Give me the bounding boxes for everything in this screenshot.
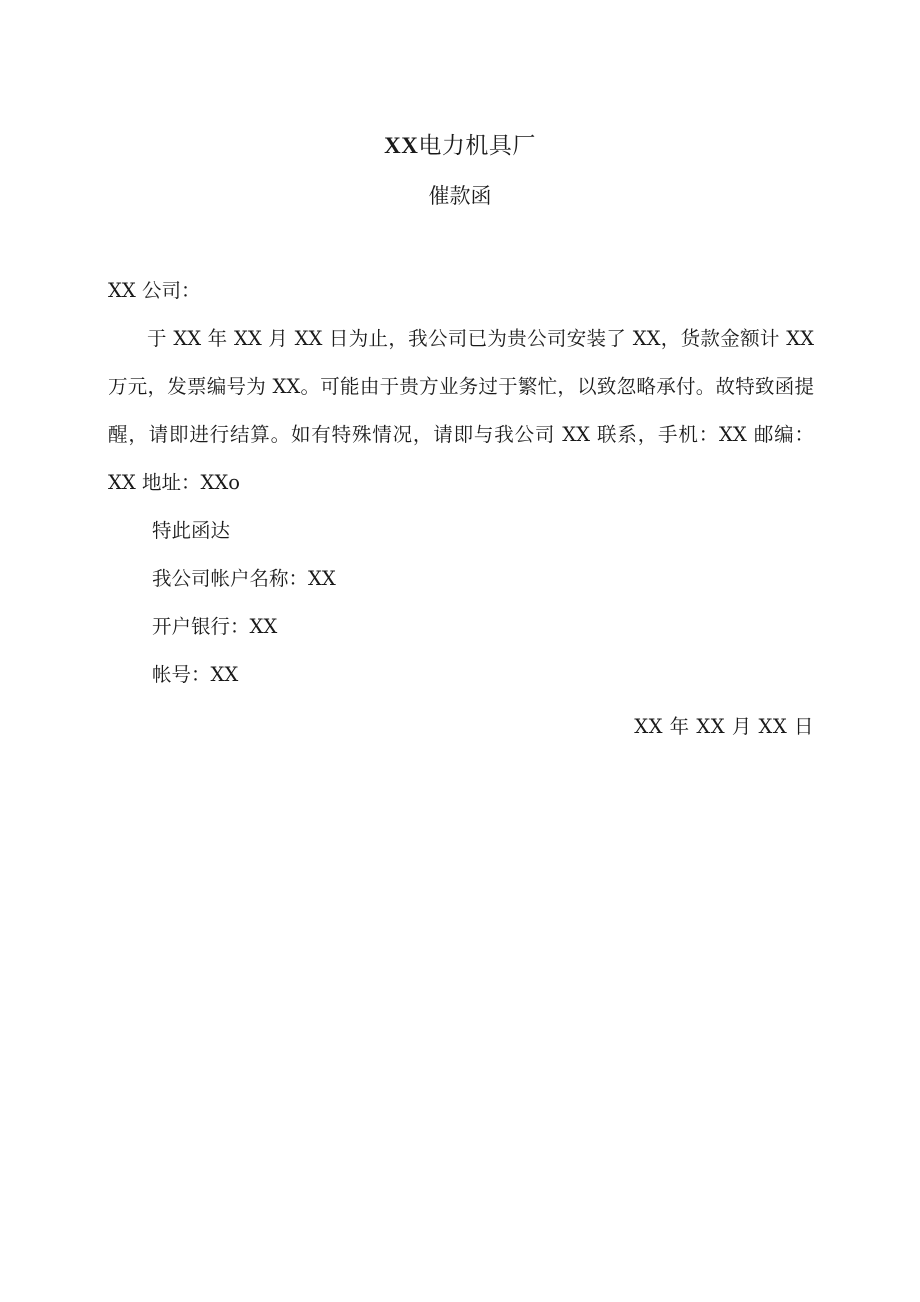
document-subtitle: 催款函: [428, 184, 492, 208]
document-title-prefix: XX: [384, 133, 419, 158]
letter-body-paragraph: 于 XX 年 XX 月 XX 日为止，我公司已为贵公司安装了 XX，货款金额计 XX 万元，发票编号为 XX。可能由于贵方业务过于繁忙，以致忽略承付。故特致函提醒，请即进行结算。如有特殊情况，请即与我公司 XX 联系，手机：XX 邮编：XX 地址：XXo: [108, 327, 814, 494]
account-number-line: 帐号：XX: [152, 663, 239, 686]
letter-date: XX 年 XX 月 XX 日: [634, 715, 814, 738]
account-name-line: 我公司帐户名称：XX: [152, 567, 336, 590]
letter-closing: 特此函达: [152, 519, 231, 542]
document-title-text: 电力机具厂: [418, 133, 536, 159]
letter-salutation: XX 公司：: [108, 279, 201, 302]
document-title: [0, 130, 920, 162]
bank-line: 开户银行：XX: [152, 615, 278, 638]
